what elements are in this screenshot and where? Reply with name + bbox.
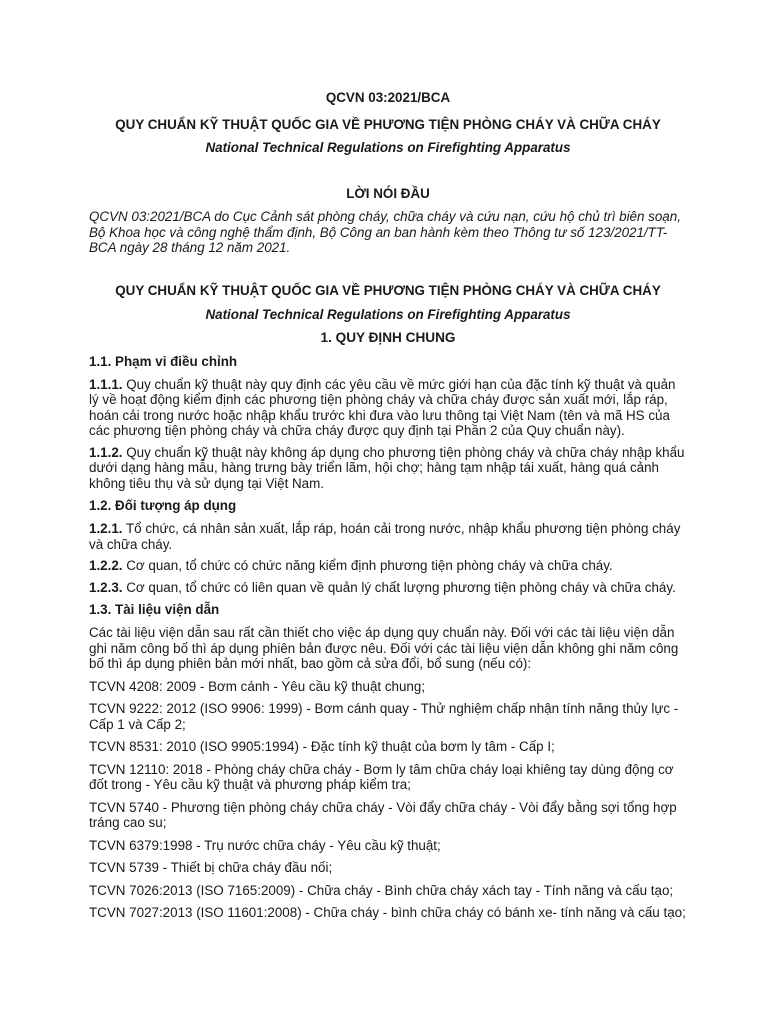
regulation-title-en: National Technical Regulations on Firefighting Apparatus <box>205 306 571 322</box>
paragraph-1-1-2 <box>89 445 687 492</box>
paragraph-number: 1.1.2. <box>89 444 123 460</box>
document-title-vi: QUY CHUẨN KỸ THUẬT QUỐC GIA VỀ PHƯƠNG TIỆN PHÒNG CHÁY VÀ CHỮA CHÁY <box>115 117 661 132</box>
section-1-1-heading: 1.1. Phạm vi điều chỉnh <box>89 353 238 369</box>
paragraph-1-1-1 <box>89 377 687 439</box>
paragraph-text: Quy chuẩn kỹ thuật này không áp dụng cho phương tiện phòng cháy và chữa cháy nhập khẩu dưới dạng hàng mẫu, hàng trưng bày triển lãm, hội chợ; hàng tạm nhập tái xuất, hàng quá cảnh không tiêu thụ và sử dụng tại Việt Nam. <box>89 444 685 491</box>
reference-item: TCVN 5739 - Thiết bị chữa cháy đầu nối; <box>89 860 333 875</box>
reference-item: TCVN 4208: 2009 - Bơm cánh - Yêu cầu kỹ thuật chung; <box>89 678 426 694</box>
section-1-2-heading: 1.2. Đối tượng áp dụng <box>89 498 237 513</box>
paragraph-number: 1.2.1. <box>89 521 123 536</box>
section-1-heading: 1. QUY ĐỊNH CHUNG <box>320 329 456 345</box>
document-code: QCVN 03:2021/BCA <box>325 90 451 105</box>
reference-item: TCVN 7027:2013 (ISO 11601:2008) - Chữa cháy - bình chữa cháy có bánh xe- tính năng và cấu tạo; <box>89 905 686 920</box>
paragraph-text: Quy chuẩn kỹ thuật này quy định các yêu cầu về mức giới hạn của đặc tính kỹ thuật và quản lý về hoạt động kiểm định các phương tiện phòng cháy và chữa cháy được sản xuất mới, lắp ráp, hoán cải trong nước hoặc nhập khẩu trước khi đưa vào lưu thông tại Việt Nam (tên và mã HS của các phương tiện phòng cháy và chữa cháy được quy định tại Phần 2 của Quy chuẩn này). <box>89 376 676 438</box>
reference-item: TCVN 7026:2013 (ISO 7165:2009) - Chữa cháy - Bình chữa cháy xách tay - Tính năng và cấu tạo; <box>89 882 674 898</box>
document-title-en: National Technical Regulations on Firefighting Apparatus <box>205 140 571 155</box>
paragraph-number: 1.1.1. <box>89 376 123 392</box>
foreword-text: QCVN 03:2021/BCA do Cục Cảnh sát phòng cháy, chữa cháy và cứu nạn, cứu hộ chủ trì biên soạn, Bộ Khoa học và công nghệ thẩm định, Bộ Công an ban hành kèm theo Thông tư số 123/2021/TT-BCA ngày 28 tháng 12 năm 2021. <box>89 209 681 255</box>
paragraph-1-2-2 <box>89 558 687 574</box>
reference-item: TCVN 12110: 2018 - Phòng cháy chữa cháy - Bơm ly tâm chữa cháy loại khiêng tay dùng động cơ đốt trong - Yêu cầu kỹ thuật và phương pháp kiểm tra; <box>89 761 674 792</box>
foreword-heading: LỜI NÓI ĐẦU <box>346 186 430 201</box>
section-1-3-heading: 1.3. Tài liệu viện dẫn <box>89 602 220 617</box>
paragraph-number: 1.2.3. <box>89 579 123 595</box>
reference-item: TCVN 8531: 2010 (ISO 9905:1994) - Đặc tính kỹ thuật của bơm ly tâm - Cấp I; <box>89 739 555 754</box>
paragraph-1-2-1 <box>89 521 687 552</box>
paragraph-text: Cơ quan, tổ chức có chức năng kiểm định phương tiện phòng cháy và chữa cháy. <box>122 558 613 573</box>
references-intro: Các tài liệu viện dẫn sau rất cần thiết cho việc áp dụng quy chuẩn này. Đối với các tài liệu viện dẫn ghi năm công bố thì áp dụng phiên bản được nêu. Đối với các tài liệu viện dẫn không ghi năm công bố thì áp dụng phiên bản mới nhất, bao gồm cả sửa đổi, bổ sung (nếu có): <box>89 625 679 671</box>
paragraph-number: 1.2.2. <box>89 558 123 573</box>
reference-item: TCVN 6379:1998 - Trụ nước chữa cháy - Yêu cầu kỹ thuật; <box>89 837 441 853</box>
paragraph-text: Tổ chức, cá nhân sản xuất, lắp ráp, hoán cải trong nước, nhập khẩu phương tiện phòng cháy và chữa cháy. <box>89 521 681 552</box>
reference-item: TCVN 9222: 2012 (ISO 9906: 1999) - Bơm cánh quay - Thử nghiệm chấp nhận tính năng thủy lực - Cấp 1 và Cấp 2; <box>89 701 679 732</box>
paragraph-1-2-3 <box>89 580 687 596</box>
regulation-title-vi: QUY CHUẨN KỸ THUẬT QUỐC GIA VỀ PHƯƠNG TIỆN PHÒNG CHÁY VÀ CHỮA CHÁY <box>115 282 661 298</box>
paragraph-text: Cơ quan, tổ chức có liên quan về quản lý chất lượng phương tiện phòng cháy và chữa cháy. <box>122 579 676 595</box>
reference-item: TCVN 5740 - Phương tiện phòng cháy chữa cháy - Vòi đẩy chữa cháy - Vòi đẩy bằng sợi tổng hợp tráng cao su; <box>89 799 677 830</box>
